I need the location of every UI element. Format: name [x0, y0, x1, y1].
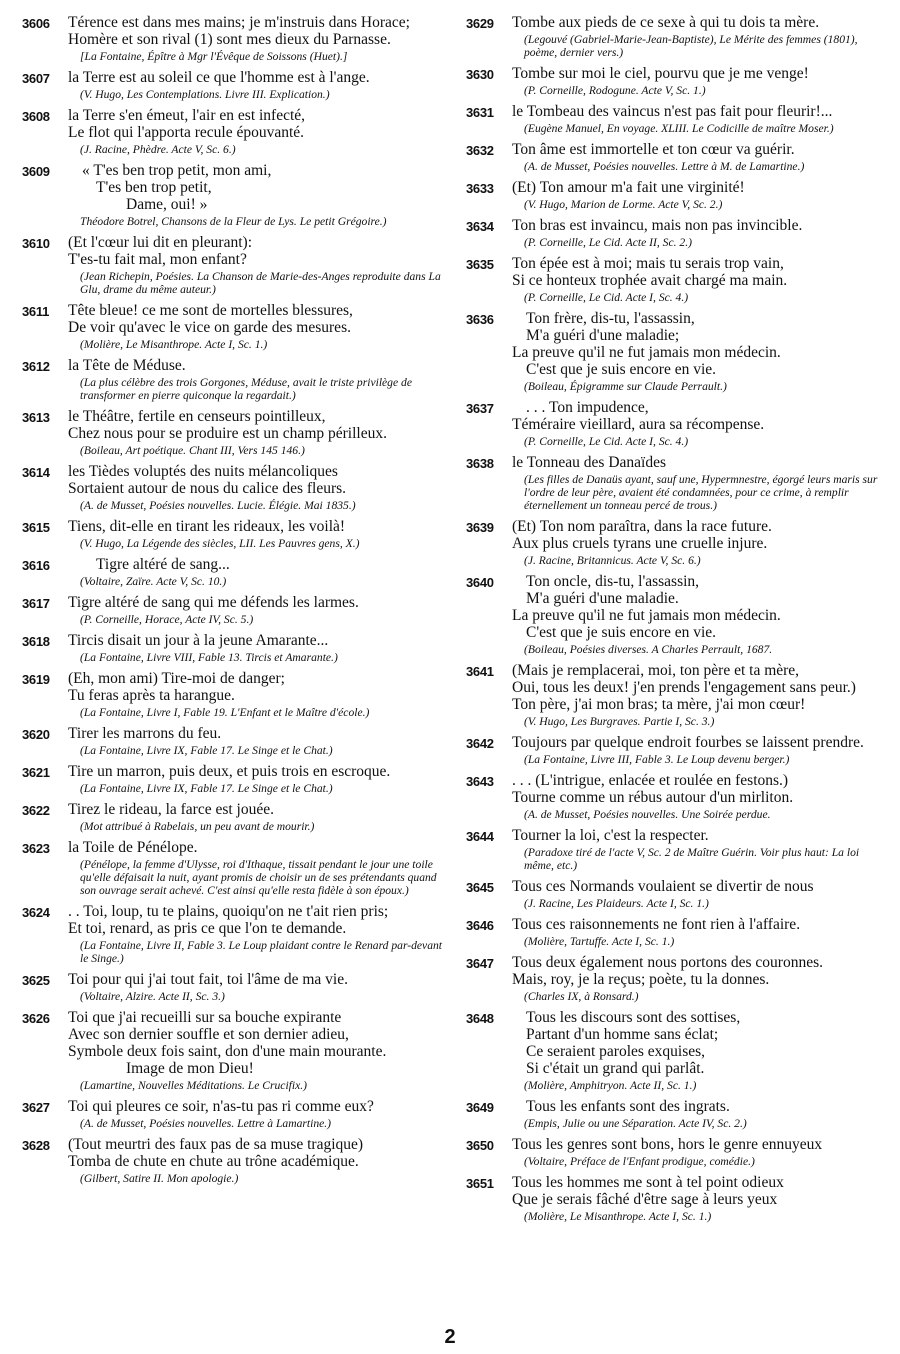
quotation-entry [22, 556, 442, 588]
page-number: 2 [444, 1326, 456, 1348]
source-citation: (La Fontaine, Livre III, Fable 3. Le Loup devenu berger.) [524, 753, 790, 766]
quote-line: La preuve qu'il ne fut jamais mon médecin. [512, 607, 781, 624]
quote-line: Avec son dernier souffle et son dernier adieu, [68, 1026, 349, 1043]
quotation-entry [22, 107, 442, 156]
source-citation: Théodore Botrel, Chansons de la Fleur de Lys. Le petit Grégoire.) [80, 215, 387, 228]
quotation-entry [466, 103, 886, 135]
source-citation: (A. de Musset, Poésies nouvelles. Une Soirée perdue. [524, 808, 771, 821]
quotation-entry [466, 65, 886, 97]
entry-number: 3629 [466, 16, 494, 31]
source-citation: (Voltaire, Zaïre. Acte V, Sc. 10.) [80, 575, 227, 588]
quotation-entry [22, 763, 442, 795]
quotation-entry [22, 1136, 442, 1185]
entry-number: 3607 [22, 71, 50, 86]
quote-line: Ton âme est immortelle et ton cœur va guérir. [512, 141, 795, 158]
quote-line: Tourne comme un rébus autour d'un mirliton. [512, 789, 794, 806]
quote-line: (Eh, mon ami) Tire-moi de danger; [68, 670, 285, 687]
quote-line: C'est que je suis encore en vie. [526, 624, 717, 641]
quote-line: le Tonneau des Danaïdes [512, 454, 667, 471]
quotation-entry [466, 1098, 886, 1130]
entry-number: 3624 [22, 905, 50, 920]
source-citation: (La plus célèbre des trois Gorgones, Méduse, avait le triste privilège de transformer en pierre quiconque la regardait.) [80, 376, 412, 402]
quote-line: « T'es ben trop petit, mon ami, [82, 162, 272, 179]
entry-number: 3644 [466, 829, 494, 844]
quote-line: Tourner la loi, c'est la respecter. [512, 827, 709, 844]
entry-number: 3615 [22, 520, 50, 535]
quote-line: la Terre est au soleil ce que l'homme est à l'ange. [68, 69, 370, 86]
quote-line: Tirer les marrons du feu. [68, 725, 222, 742]
source-citation: (La Fontaine, Livre I, Fable 19. L'Enfant et le Maître d'école.) [80, 706, 370, 719]
entry-number: 3613 [22, 410, 50, 425]
quote-line: Tircis disait un jour à la jeune Amarante... [68, 632, 329, 649]
quote-line: T'es ben trop petit, [96, 179, 212, 196]
quotation-entry [466, 310, 886, 393]
entry-number: 3645 [466, 880, 494, 895]
quotation-entry [22, 594, 442, 626]
quote-line: . . . Ton impudence, [526, 399, 649, 416]
quote-line: T'es-tu fait mal, mon enfant? [68, 251, 247, 268]
quote-line: (Et) Ton amour m'a fait une virginité! [512, 179, 745, 196]
quote-line: Image de mon Dieu! [126, 1060, 254, 1077]
entry-number: 3650 [466, 1138, 494, 1153]
quote-line: . . Toi, loup, tu te plains, quoiqu'on ne t'ait rien pris; [68, 903, 389, 920]
quote-line: Si ce honteux trophée avait chargé ma main. [512, 272, 788, 289]
entry-number: 3609 [22, 164, 50, 179]
source-citation: (Boileau, Épigramme sur Claude Perrault.) [524, 380, 727, 393]
quote-line: Aux plus cruels tyrans une cruelle injure. [512, 535, 768, 552]
quote-line: Toi que j'ai recueilli sur sa bouche expirante [68, 1009, 342, 1026]
entry-number: 3635 [466, 257, 494, 272]
quote-line: Tiens, dit-elle en tirant les rideaux, les voilà! [68, 518, 346, 535]
quote-line: Ton frère, dis-tu, l'assassin, [526, 310, 695, 327]
quote-line: Mais, roy, je la reçus; poète, tu la donnes. [512, 971, 770, 988]
quote-line: Tous les genres sont bons, hors le genre ennuyeux [512, 1136, 823, 1153]
quotation-entry [466, 573, 886, 656]
entry-number: 3619 [22, 672, 50, 687]
quote-line: Tous ces Normands voulaient se divertir de nous [512, 878, 814, 895]
entry-number: 3631 [466, 105, 494, 120]
quote-line: Tirez le rideau, la farce est jouée. [68, 801, 274, 818]
entry-number: 3638 [466, 456, 494, 471]
quote-line: la Toile de Pénélope. [68, 839, 198, 856]
entry-number: 3614 [22, 465, 50, 480]
entry-number: 3643 [466, 774, 494, 789]
entry-number: 3632 [466, 143, 494, 158]
entry-number: 3621 [22, 765, 50, 780]
quote-line: Tire un marron, puis deux, et puis trois en escroque. [68, 763, 391, 780]
source-citation: (J. Racine, Phèdre. Acte V, Sc. 6.) [80, 143, 236, 156]
quotation-entry [22, 670, 442, 719]
quotation-entry [466, 1009, 886, 1092]
quote-line: Le flot qui l'apporta recule épouvanté. [68, 124, 305, 141]
source-citation: (J. Racine, Britannicus. Acte V, Sc. 6.) [524, 554, 701, 567]
quotation-entry [466, 14, 886, 59]
quote-line: Tombe aux pieds de ce sexe à qui tu dois ta mère. [512, 14, 820, 31]
quotation-entry [22, 1098, 442, 1130]
quote-line: Ton père, j'ai mon bras; ta mère, j'ai mon cœur! [512, 696, 806, 713]
quote-line: Chez nous pour se produire est un champ périlleux. [68, 425, 387, 442]
quote-line: . . . (L'intrigue, enlacée et roulée en festons.) [512, 772, 789, 789]
quotation-entry [466, 454, 886, 512]
quotation-entry [22, 632, 442, 664]
quote-line: Ton bras est invaincu, mais non pas invincible. [512, 217, 803, 234]
quote-line: Si c'était un grand qui parlât. [526, 1060, 705, 1077]
quotation-entry [22, 69, 442, 101]
quotation-entry [22, 801, 442, 833]
entry-number: 3608 [22, 109, 50, 124]
quote-line: Dame, oui! » [126, 196, 208, 213]
quote-line: Tu feras après ta harangue. [68, 687, 235, 704]
source-citation: (La Fontaine, Livre IX, Fable 17. Le Singe et le Chat.) [80, 782, 333, 795]
entry-number: 3617 [22, 596, 50, 611]
quotation-entry [466, 878, 886, 910]
entry-number: 3642 [466, 736, 494, 751]
quotation-entry [22, 518, 442, 550]
entry-number: 3626 [22, 1011, 50, 1026]
quotation-entry [466, 1136, 886, 1168]
entry-number: 3639 [466, 520, 494, 535]
quotation-entry [22, 234, 442, 296]
quotation-entry [466, 141, 886, 173]
source-citation: (Voltaire, Alzire. Acte II, Sc. 3.) [80, 990, 225, 1003]
quote-line: Sortaient autour de nous du calice des fleurs. [68, 480, 347, 497]
quote-line: Oui, tous les deux! j'en prends l'engagement sans peur.) [512, 679, 856, 696]
quote-line: Ton oncle, dis-tu, l'assassin, [526, 573, 700, 590]
entry-number: 3618 [22, 634, 50, 649]
source-citation: (Pénélope, la femme d'Ulysse, roi d'Ithaque, tissait pendant le jour une toile qu'elle défaisait la nuit, ayant promis de choisir un de ses prétendants quand son ouvrage serait achevé. C'est ainsi qu'elle resta fidèle à son époux.) [80, 858, 437, 897]
source-citation: (V. Hugo, Marion de Lorme. Acte V, Sc. 2.) [524, 198, 723, 211]
source-citation: (V. Hugo, Les Burgraves. Partie I, Sc. 3.) [524, 715, 715, 728]
entry-number: 3606 [22, 16, 50, 31]
quote-line: Téméraire vieillard, aura sa récompense. [512, 416, 765, 433]
source-citation: [La Fontaine, Épître à Mgr l'Évêque de Soissons (Huet).] [80, 50, 348, 63]
entry-number: 3625 [22, 973, 50, 988]
source-citation: (J. Racine, Les Plaideurs. Acte I, Sc. 1.) [524, 897, 709, 910]
quote-line: le Théâtre, fertile en censeurs pointilleux, [68, 408, 326, 425]
quote-line: Ton épée est à moi; mais tu serais trop vain, [512, 255, 784, 272]
entry-number: 3649 [466, 1100, 494, 1115]
quote-line: Toi qui pleures ce soir, n'as-tu pas ri comme eux? [68, 1098, 374, 1115]
quotation-entry [22, 14, 442, 63]
source-citation: (Molière, Le Misanthrope. Acte I, Sc. 1.) [524, 1210, 712, 1223]
quote-line: Térence est dans mes mains; je m'instruis dans Horace; [68, 14, 410, 31]
entry-number: 3612 [22, 359, 50, 374]
source-citation: (Charles IX, à Ronsard.) [524, 990, 639, 1003]
source-citation: (A. de Musset, Poésies nouvelles. Lucie. Élégie. Mai 1835.) [80, 499, 356, 512]
entry-number: 3646 [466, 918, 494, 933]
entry-number: 3640 [466, 575, 494, 590]
quotation-entry [466, 954, 886, 1003]
source-citation: (Boileau, Poésies diverses. A Charles Perrault, 1687. [524, 643, 773, 656]
quotation-entry [466, 179, 886, 211]
source-citation: (P. Corneille, Rodogune. Acte V, Sc. 1.) [524, 84, 706, 97]
source-citation: (V. Hugo, Les Contemplations. Livre III. Explication.) [80, 88, 330, 101]
quotation-entry [466, 399, 886, 448]
entry-number: 3630 [466, 67, 494, 82]
entry-number: 3622 [22, 803, 50, 818]
quote-line: Tous les hommes me sont à tel point odieux [512, 1174, 784, 1191]
entry-number: 3628 [22, 1138, 50, 1153]
quote-line: Homère et son rival (1) sont mes dieux du Parnasse. [68, 31, 391, 48]
quotation-entry [22, 1009, 442, 1092]
source-citation: (Mot attribué à Rabelais, un peu avant de mourir.) [80, 820, 315, 833]
quote-line: Symbole deux fois saint, don d'une main mourante. [68, 1043, 387, 1060]
quotation-entry [22, 903, 442, 965]
quote-line: De voir qu'avec le vice on garde des mesures. [68, 319, 351, 336]
quote-line: Tous les enfants sont des ingrats. [526, 1098, 730, 1115]
quote-line: (Mais je remplacerai, moi, ton père et ta mère, [512, 662, 800, 679]
quotation-entry [22, 162, 442, 228]
source-citation: (Molière, Le Misanthrope. Acte I, Sc. 1.) [80, 338, 268, 351]
quotation-entry [22, 408, 442, 457]
quote-line: Tête bleue! ce me sont de mortelles blessures, [68, 302, 353, 319]
right-column [466, 14, 886, 1229]
quote-line: Que je serais fâché d'être sage à leurs yeux [512, 1191, 778, 1208]
quote-line: (Tout meurtri des faux pas de sa muse tragique) [68, 1136, 364, 1153]
quote-line: La preuve qu'il ne fut jamais mon médecin. [512, 344, 781, 361]
quotation-entry [22, 357, 442, 402]
source-citation: (La Fontaine, Livre IX, Fable 17. Le Singe et le Chat.) [80, 744, 333, 757]
source-citation: (P. Corneille, Le Cid. Acte II, Sc. 2.) [524, 236, 692, 249]
source-citation: (A. de Musset, Poésies nouvelles. Lettre à Lamartine.) [80, 1117, 332, 1130]
source-citation: (Voltaire, Préface de l'Enfant prodigue, comédie.) [524, 1155, 755, 1168]
quote-line: (Et) Ton nom paraîtra, dans la race future. [512, 518, 772, 535]
source-citation: (Legouvé (Gabriel-Marie-Jean-Baptiste), Le Mérite des femmes (1801), poème, dernier vers.) [524, 33, 858, 59]
source-citation: (La Fontaine, Livre II, Fable 3. Le Loup plaidant contre le Renard par-devant le Singe.) [80, 939, 443, 965]
entry-number: 3616 [22, 558, 50, 573]
source-citation: (P. Corneille, Le Cid. Acte I, Sc. 4.) [524, 291, 689, 304]
quote-line: Tous ces raisonnements ne font rien à l'affaire. [512, 916, 801, 933]
entry-number: 3633 [466, 181, 494, 196]
source-citation: (V. Hugo, La Légende des siècles, LII. Les Pauvres gens, X.) [80, 537, 360, 550]
entry-number: 3637 [466, 401, 494, 416]
entry-number: 3651 [466, 1176, 494, 1191]
quotation-entry [466, 734, 886, 766]
quotation-entry [22, 971, 442, 1003]
source-citation: (La Fontaine, Livre VIII, Fable 13. Tircis et Amarante.) [80, 651, 338, 664]
entry-number: 3647 [466, 956, 494, 971]
source-citation: (P. Corneille, Le Cid. Acte I, Sc. 4.) [524, 435, 689, 448]
source-citation: (Lamartine, Nouvelles Méditations. Le Crucifix.) [80, 1079, 308, 1092]
source-citation: (Empis, Julie ou une Séparation. Acte IV, Sc. 2.) [524, 1117, 747, 1130]
source-citation: (Paradoxe tiré de l'acte V, Sc. 2 de Maître Guérin. Voir plus haut: La loi même, etc.) [524, 846, 860, 872]
quote-line: Tomba de chute en chute au trône académique. [68, 1153, 359, 1170]
quote-line: la Tête de Méduse. [68, 357, 186, 374]
quote-line: le Tombeau des vaincus n'est pas fait pour fleurir!... [512, 103, 833, 120]
entry-number: 3627 [22, 1100, 50, 1115]
quotation-entry [22, 725, 442, 757]
quotation-entry [466, 772, 886, 821]
quotation-entry [466, 916, 886, 948]
quote-line: Et toi, renard, as pris ce que l'on te demande. [68, 920, 347, 937]
quotation-entry [466, 217, 886, 249]
source-citation: (Eugène Manuel, En voyage. XLIII. Le Codicille de maître Moser.) [524, 122, 834, 135]
quote-line: Ce seraient paroles exquises, [526, 1043, 706, 1060]
quote-line: Toujours par quelque endroit fourbes se laissent prendre. [512, 734, 864, 751]
source-citation: (P. Corneille, Horace, Acte IV, Sc. 5.) [80, 613, 254, 626]
entry-number: 3623 [22, 841, 50, 856]
source-citation: (A. de Musset, Poésies nouvelles. Lettre à M. de Lamartine.) [524, 160, 805, 173]
quotation-entry [466, 255, 886, 304]
quote-line: Toi pour qui j'ai tout fait, toi l'âme de ma vie. [68, 971, 348, 988]
quote-line: Tigre altéré de sang... [96, 556, 230, 573]
quote-line: (Et l'cœur lui dit en pleurant): [68, 234, 253, 251]
source-citation: (Boileau, Art poétique. Chant III, Vers 145 146.) [80, 444, 305, 457]
quotation-entry [466, 1174, 886, 1223]
entry-number: 3620 [22, 727, 50, 742]
source-citation: (Molière, Amphitryon. Acte II, Sc. 1.) [524, 1079, 697, 1092]
source-citation: (Les filles de Danaüs ayant, sauf une, Hypermnestre, égorgé leurs maris sur l'ordre de leur père, avaient été condamnées, pour ce crime, à remplir éternellement un tonneau percé de trous.) [524, 473, 878, 512]
entry-number: 3634 [466, 219, 494, 234]
quotation-entry [22, 463, 442, 512]
quote-line: Tombe sur moi le ciel, pourvu que je me venge! [512, 65, 809, 82]
quote-line: C'est que je suis encore en vie. [526, 361, 717, 378]
quote-line: Tous les discours sont des sottises, [526, 1009, 741, 1026]
entry-number: 3636 [466, 312, 494, 327]
entry-number: 3641 [466, 664, 494, 679]
entry-number: 3648 [466, 1011, 494, 1026]
entry-number: 3611 [22, 304, 50, 319]
quotation-entry [466, 662, 886, 728]
quotation-entry [466, 827, 886, 872]
quotation-entry [22, 839, 442, 897]
source-citation: (Jean Richepin, Poésies. La Chanson de Marie-des-Anges reproduite dans La Glu, drame du même auteur.) [80, 270, 441, 296]
left-column [22, 14, 442, 1191]
quote-line: M'a guéri d'une maladie. [526, 590, 679, 607]
quotation-entry [466, 518, 886, 567]
quote-line: M'a guéri d'une maladie; [526, 327, 680, 344]
quote-line: Partant d'un homme sans éclat; [526, 1026, 719, 1043]
entry-number: 3610 [22, 236, 50, 251]
source-citation: (Molière, Tartuffe. Acte I, Sc. 1.) [524, 935, 675, 948]
source-citation: (Gilbert, Satire II. Mon apologie.) [80, 1172, 239, 1185]
quote-line: les Tièdes voluptés des nuits mélancoliques [68, 463, 338, 480]
quote-line: Tigre altéré de sang qui me défends les larmes. [68, 594, 359, 611]
quote-line: la Terre s'en émeut, l'air en est infecté, [68, 107, 306, 124]
quote-line: Tous deux également nous portons des couronnes. [512, 954, 824, 971]
quotation-entry [22, 302, 442, 351]
